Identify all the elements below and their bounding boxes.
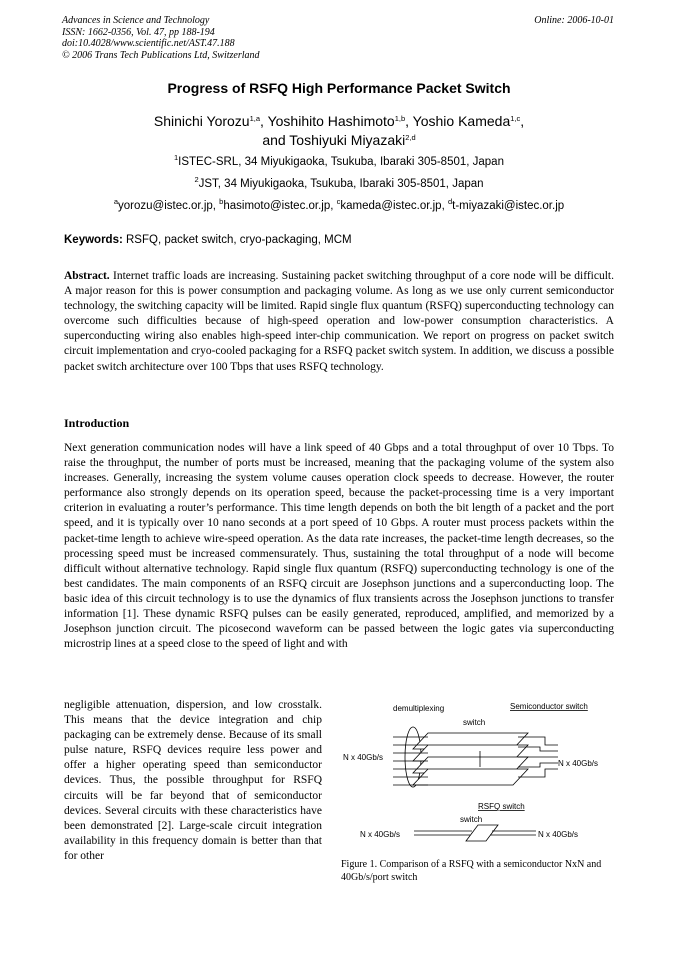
email-superscript: d bbox=[447, 197, 453, 206]
output-label-bottom: N x 40Gb/s bbox=[538, 830, 579, 839]
switch-label-bottom: switch bbox=[460, 815, 483, 824]
switch-label-top: switch bbox=[463, 718, 486, 727]
email-superscript: c bbox=[336, 197, 341, 206]
affiliation-2 bbox=[0, 175, 678, 190]
email-superscript: b bbox=[219, 197, 224, 206]
abstract-label: Abstract. bbox=[64, 270, 110, 282]
rsfq-switch-diagram bbox=[414, 825, 536, 841]
affiliation-superscript: 1 bbox=[174, 153, 179, 162]
author-superscript: 1,a bbox=[249, 114, 261, 123]
doi: doi:10.4028/www.scientific.net/AST.47.188 bbox=[62, 38, 235, 49]
demux-label: demultiplexing bbox=[393, 704, 445, 713]
author-list: Shinichi Yorozu$^{1,a}$, Yoshihito Hashimoto$^{1,b}$, Yoshio Kameda$^{1,c}$, and Toshiyuki Miyazaki$^{2,d}$ bbox=[153, 113, 525, 148]
journal-name: Advances in Science and Technology bbox=[62, 15, 210, 26]
issn: ISSN: 1662-0356, Vol. 47, pp 188-194 bbox=[62, 26, 215, 38]
email-link[interactable]: hasimoto@istec.or.jp, bbox=[223, 200, 334, 212]
email-link[interactable]: t-miyazaki@istec.or.jp bbox=[452, 200, 565, 212]
keywords bbox=[64, 234, 352, 246]
intro-paragraph: Next generation communication nodes will have a link speed of 40 Gbps and a total throughput of over 10 Tbps. To raise the throughput, the number of ports must be increased, meaning that the packaging volume of the system also increases. Generally, increasing the system volume causes operation clock speeds to decrease. However, the router performance also strongly depends on its operation speed, because the packet-processing time is a very important criterion in evaluating a router’s performance. This time length depends on both the bit length of a packet and the port speed, and it is typically over 10 nano seconds at a port speed of 10 Gbps. A router must process packets within the packet-time length to achieve wire-speed operation. As the data rate increases, the packet-time length decreases, so the processing speed must be increased commensurately. Thus, sustaining the total throughput of a node will become difficult without alternative technology. Rapid single flux quantum (RSFQ) superconducting technology is one of the best candidates. The main components of an RSFQ circuit are Josephson junctions and a superconducting loop. The basic idea of this circuit technology is to use the dynamics of flux transients across the Josephson junctions to transfer information [1]. These dynamic RSFQ pulses can be easily generated, reproduced, amplified, and memorized by a Josephson junction circuit. The picosecond waveform can be passed between the logic gates via superconducting microstrip lines at a speed close to the speed of light and with bbox=[64, 442, 614, 651]
rsfq-switch-title: RSFQ switch bbox=[478, 802, 525, 811]
semiconductor-switch-diagram bbox=[393, 727, 558, 787]
affiliation-superscript: 2 bbox=[194, 175, 199, 184]
affiliation-1 bbox=[0, 153, 678, 168]
abstract-text: Internet traffic loads are increasing. Sustaining packet switching throughput of a core node will be difficult. A major reason for this is power consumption and packaging volume. As long as we use only current semiconductor technology, the switching capacity will be limited. Rapid single flux quantum (RSFQ) superconducting technology can overcome such difficulties because of high-speed operation and low-power consumption characteristics. A superconducting wiring also enables high-speed inter-chip communication. We report on progress on packet switch circuit implementation and cryo-cooled packaging for a RSFQ packet switch system. In addition, we discuss a possible packet switch architecture over 100 Tbps that uses RSFQ technology. bbox=[64, 270, 615, 373]
abstract bbox=[64, 269, 614, 375]
author-superscript: 1,c bbox=[510, 114, 521, 123]
intro-left-column: negligible attenuation, dispersion, and low crosstalk. This means that the device integration and chip packaging can be extremely dense. Because of its small pulse nature, RSFQ devices require less power and offer a higher operating speed than semiconductor devices. Thus, the possible throughput for RSFQ circuits will be far beyond that of semiconductor devices. Several circuits with these characteristics have been demonstrated [2]. Large-scale circuit integration availability in this frequency domain is better than that for other bbox=[64, 699, 322, 862]
keywords-text: RSFQ, packet switch, cryo-packaging, MCM bbox=[126, 234, 352, 246]
affiliation-text: JST, 34 Miyukigaoka, Tsukuba, Ibaraki 305-8501, Japan bbox=[198, 178, 484, 190]
input-label-top: N x 40Gb/s bbox=[343, 753, 384, 762]
author-superscript: 2,d bbox=[405, 133, 416, 142]
rsfq-switch-plane bbox=[466, 825, 498, 841]
email-link[interactable]: yorozu@istec.or.jp, bbox=[118, 200, 216, 212]
input-label-bottom: N x 40Gb/s bbox=[360, 830, 401, 839]
email-superscript: a bbox=[113, 197, 118, 206]
keywords-label: Keywords: bbox=[64, 234, 123, 246]
author-name: Yoshio Kameda bbox=[412, 113, 511, 129]
stacked-switch-planes bbox=[413, 733, 528, 785]
switch-comparison-figure bbox=[340, 697, 620, 857]
semiconductor-switch-title: Semiconductor switch bbox=[510, 702, 588, 711]
section-heading-introduction: Introduction bbox=[64, 416, 130, 430]
affiliation-text: ISTEC-SRL, 34 Miyukigaoka, Tsukuba, Ibaraki 305-8501, Japan bbox=[178, 156, 504, 168]
journal-header bbox=[62, 15, 260, 61]
switch-plane bbox=[413, 769, 528, 785]
author-superscript: 1,b bbox=[394, 114, 406, 123]
copyright: © 2006 Trans Tech Publications Ltd, Switzerland bbox=[62, 49, 260, 61]
output-label-top: N x 40Gb/s bbox=[558, 759, 599, 768]
email-link[interactable]: kameda@istec.or.jp, bbox=[340, 200, 445, 212]
author-emails bbox=[0, 197, 678, 212]
figure-caption: Figure 1. Comparison of a RSFQ with a semiconductor NxN and 40Gb/s/port switch bbox=[341, 859, 602, 883]
author-name: and Toshiyuki Miyazaki bbox=[262, 132, 406, 148]
online-date: Online: 2006-10-01 bbox=[534, 15, 614, 26]
author-name: Yoshihito Hashimoto bbox=[267, 113, 395, 129]
paper-title: Progress of RSFQ High Performance Packet Switch bbox=[167, 80, 511, 96]
author-name: Shinichi Yorozu bbox=[153, 113, 250, 129]
